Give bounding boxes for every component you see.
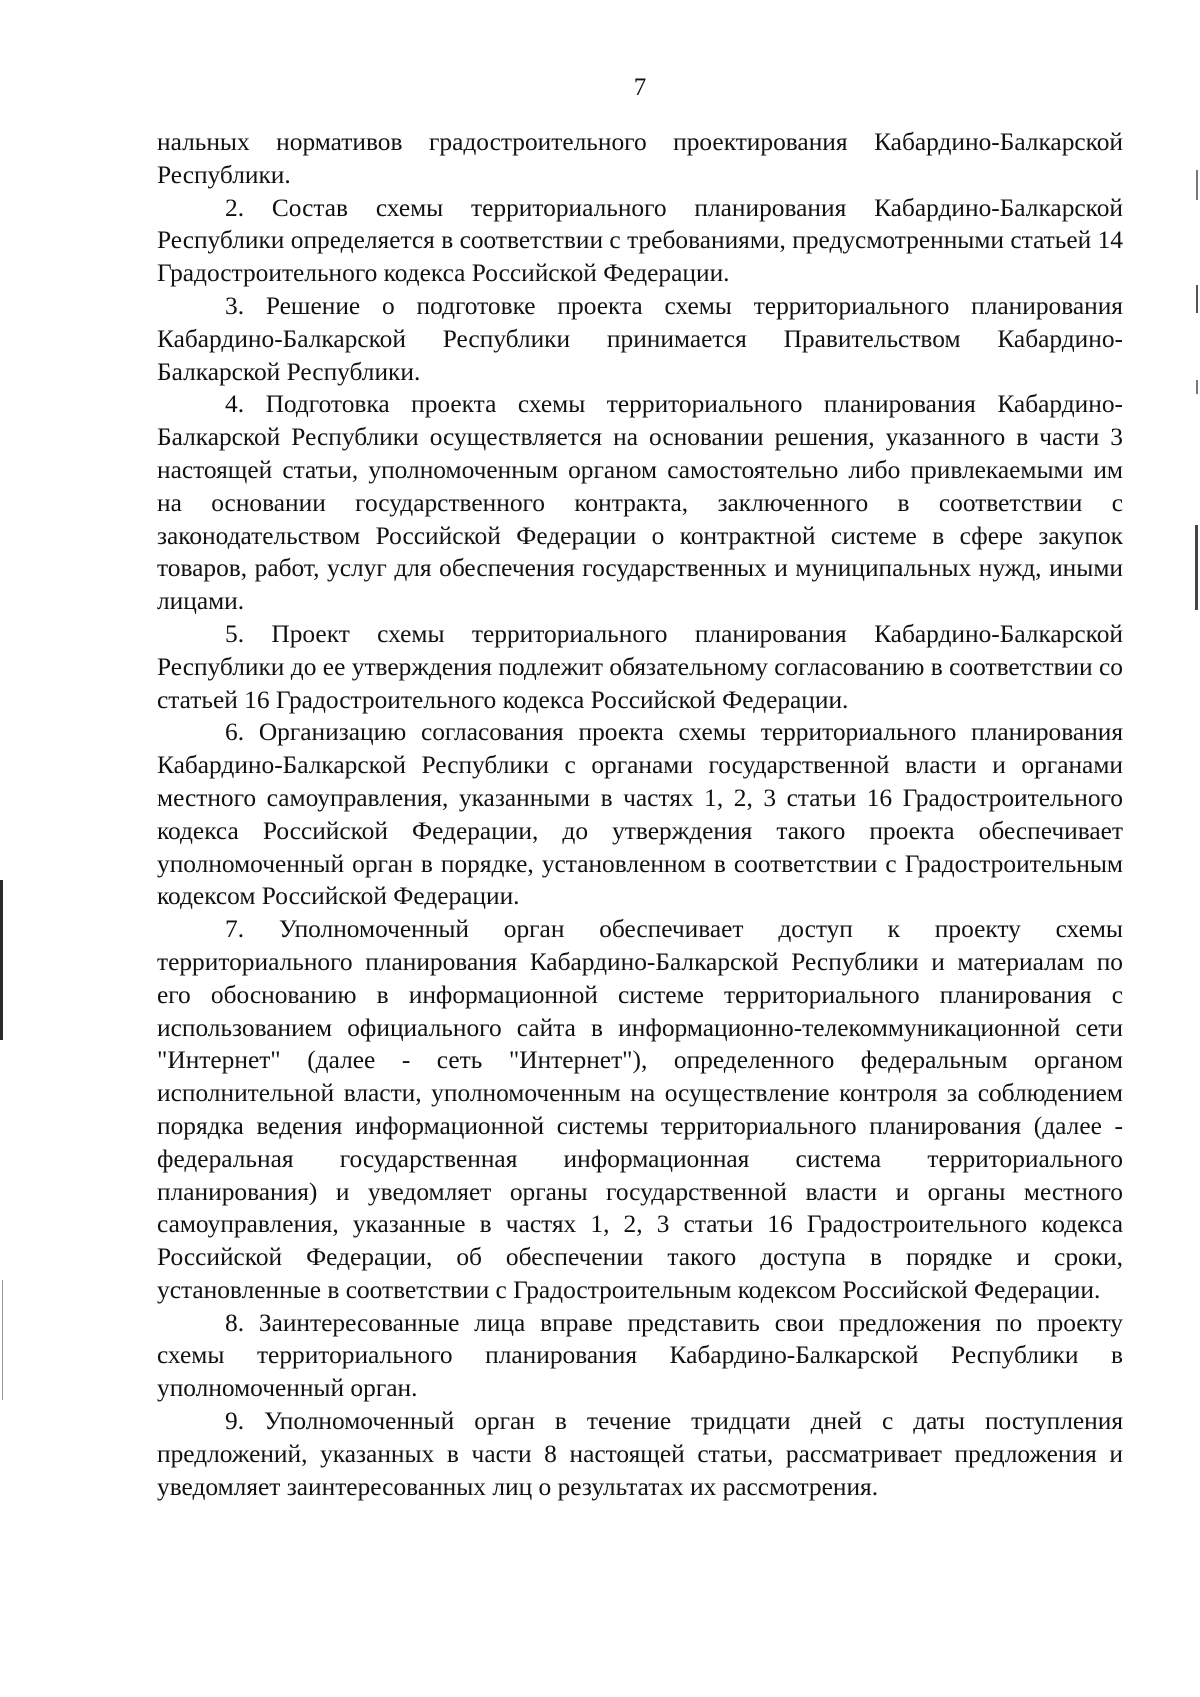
scan-artifact-left-faint <box>2 1280 3 1400</box>
body-text <box>157 126 1123 1503</box>
scan-artifact-right-4 <box>1195 525 1198 610</box>
paragraph-4: 4. Подготовка проекта схемы территориального планирования Кабардино-Балкарской Республики осуществляется на основании решения, указанного в части 3 настоящей статьи, уполномоченным органом самостоятельно либо привлекаемыми им на основании государственного контракта, заключенного в соответствии с законодательством Российской Федерации о контрактной системе в сфере закупок товаров, работ, услуг для обеспечения государственных и муниципальных нужд, иными лицами. <box>157 390 1123 616</box>
page-number: 7 <box>633 74 647 101</box>
paragraph-3: 3. Решение о подготовке проекта схемы территориального планирования Кабардино-Балкарской Республики принимается Правительством Кабардино-Балкарской Республики. <box>157 291 1123 386</box>
scan-artifact-left <box>0 880 3 1040</box>
paragraph-9: 9. Уполномоченный орган в течение тридцати дней с даты поступления предложений, указанных в части 8 настоящей статьи, рассматривает предложения и уведомляет заинтересованных лиц о результатах их рассмотрения. <box>157 1407 1123 1501</box>
paragraph-6: 6. Организацию согласования проекта схемы территориального планирования Кабардино-Балкарской Республики с органами государственной власти и органами местного самоуправления, указанными в частях 1, 2, 3 статьи 16 Градостроительного кодекса Российской Федерации, до утверждения такого проекта обеспечивает уполномоченный орган в порядке, установленном в соответствии с Градостроительным кодексом Российской Федерации. <box>157 718 1123 911</box>
paragraph-8: 8. Заинтересованные лица вправе представить свои предложения по проекту схемы территориального планирования Кабардино-Балкарской Республики в уполномоченный орган. <box>157 1308 1123 1403</box>
paragraph-continuation: нальных нормативов градостроительного проектирования Кабардино-Балкарской Республики. <box>157 128 1123 189</box>
paragraph-7: 7. Уполномоченный орган обеспечивает доступ к проекту схемы территориального планирования Кабардино-Балкарской Республики и материалам по его обоснованию в информационной системе территориального планирования с использованием официального сайта в информационно-телекоммуникационной сети "Интернет" (далее - сеть "Интернет"), определенного федеральным органом исполнительной власти, уполномоченным на осуществление контроля за соблюдением порядка ведения информационной системы территориального планирования (далее - федеральная государственная информационная система территориального планирования) и уведомляет органы государственной власти и органы местного самоуправления, указанные в частях 1, 2, 3 статьи 16 Градостроительного кодекса Российской Федерации, об обеспечении такого доступа в порядке и сроки, установленные в соответствии с Градостроительным кодексом Российской Федерации. <box>157 915 1123 1304</box>
scan-artifact-right-3 <box>1196 380 1198 394</box>
scan-artifact-right-1 <box>1196 170 1198 200</box>
paragraph-2: 2. Состав схемы территориального планирования Кабардино-Балкарской Республики определяется в соответствии с требованиями, предусмотренными статьей 14 Градостроительного кодекса Российской Федерации. <box>157 193 1123 288</box>
scan-artifact-right-2 <box>1196 285 1198 313</box>
paragraph-5: 5. Проект схемы территориального планирования Кабардино-Балкарской Республики до ее утверждения подлежит обязательному согласованию в соответствии со статьей 16 Градостроительного кодекса Российской Федерации. <box>157 619 1123 714</box>
